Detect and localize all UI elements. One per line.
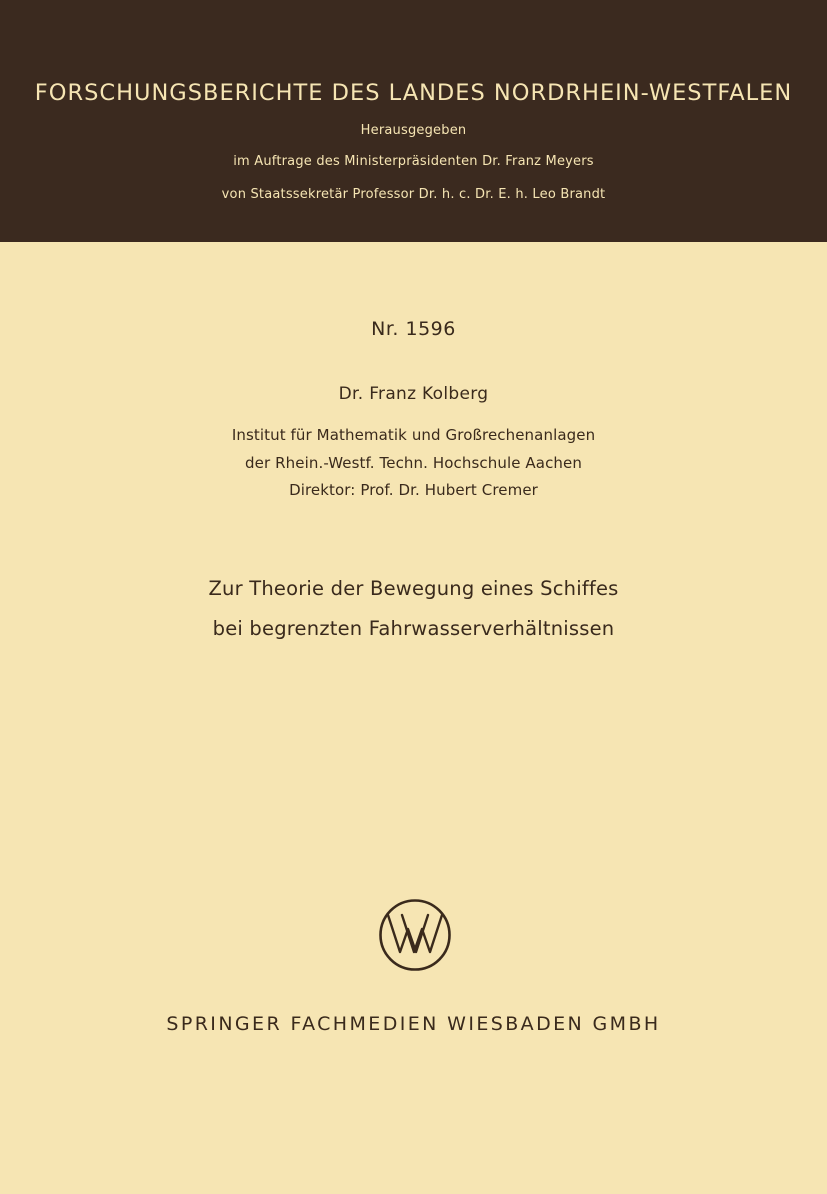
book-title-line-2: bei begrenzten Fahrwasserverhältnissen [212, 617, 615, 640]
issue-number: Nr. 1596 [371, 318, 456, 340]
editor-line-commissioned-by: im Auftrage des Ministerpräsidenten Dr. Franz Meyers [233, 154, 594, 169]
publisher-name: SPRINGER FACHMEDIEN WIESBADEN GMBH [166, 1013, 661, 1035]
series-header-band [0, 0, 827, 242]
springer-w-circle-logo-icon [378, 898, 452, 972]
author-affiliation-institute: Institut für Mathematik und Großrechenanlagen [231, 426, 596, 444]
author-affiliation-director: Direktor: Prof. Dr. Hubert Cremer [289, 481, 538, 499]
author-name: Dr. Franz Kolberg [338, 384, 489, 404]
series-title: FORSCHUNGSBERICHTE DES LANDES NORDRHEIN-WESTFALEN [34, 80, 793, 106]
book-title-line-1: Zur Theorie der Bewegung eines Schiffes [208, 577, 619, 600]
editor-line-published-by: Herausgegeben [360, 123, 467, 138]
editor-line-editor: von Staatssekretär Professor Dr. h. c. Dr. E. h. Leo Brandt [221, 187, 606, 202]
author-affiliation-university: der Rhein.-Westf. Techn. Hochschule Aachen [245, 454, 582, 472]
